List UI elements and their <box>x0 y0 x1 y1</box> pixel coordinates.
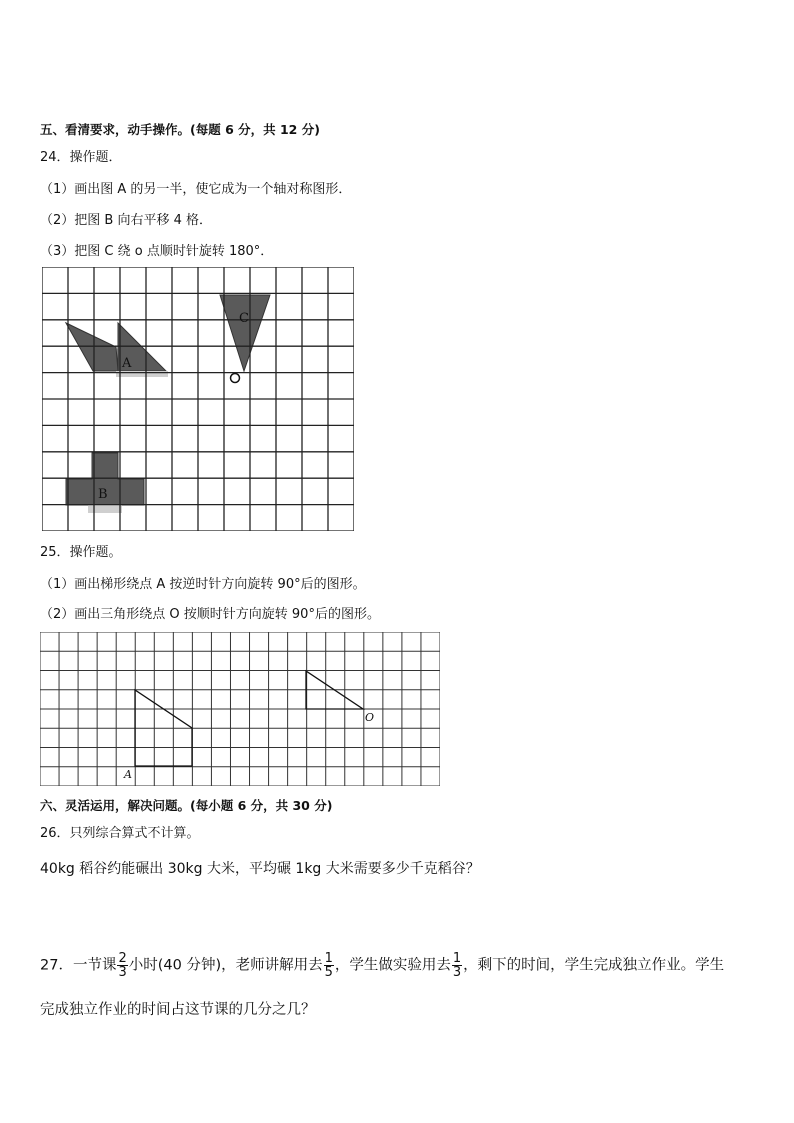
q24-item-2: （2）把图 B 向右平移 4 格． <box>40 213 212 228</box>
q25-item-2: （2）画出三角形绕点 O 按顺时针方向旋转 90°后的图形。 <box>40 607 380 622</box>
fraction-two-thirds: $\frac{2}{3}$ <box>118 951 127 980</box>
q27-part-3: ，学生做实验用去 <box>334 957 451 974</box>
q24-item-1: （1）画出图 A 的另一半，使它成为一个轴对称图形． <box>40 182 352 197</box>
q25-grid <box>40 632 440 786</box>
q25-title: 25．操作题。 <box>40 545 122 560</box>
q27-line-2: 完成独立作业的时间占这节课的几分之几？ <box>40 1002 316 1018</box>
q27-part-1: 27．一节课 <box>40 957 117 974</box>
q24-grid <box>42 267 354 531</box>
label-point-a: A <box>124 768 132 781</box>
q27-part-2: 小时(40 分钟)，老师讲解用去 <box>128 957 323 974</box>
label-point-o: O <box>365 711 375 724</box>
q24-item-3: （3）把图 C 绕 o 点顺时针旋转 180°． <box>40 244 274 259</box>
section5-heading: 五、看清要求，动手操作。(每题 6 分，共 12 分) <box>40 122 320 137</box>
point-o <box>231 374 240 383</box>
fraction-one-third: $\frac{1}{3}$ <box>452 951 462 980</box>
q25-item-1: （1）画出梯形绕点 A 按逆时针方向旋转 90°后的图形。 <box>40 577 366 592</box>
section6-heading: 六、灵活运用，解决问题。(每小题 6 分，共 30 分) <box>40 798 333 813</box>
q27-part-4: ，剩下的时间，学生完成独立作业。学生 <box>463 957 725 974</box>
label-b: B <box>98 487 108 502</box>
label-a: A <box>122 356 132 371</box>
q24-title: 24．操作题． <box>40 150 122 165</box>
q26-text: 40kg 稻谷约能碾出 30kg 大米，平均碾 1kg 大米需要多少千克稻谷？ <box>40 861 480 877</box>
q26-title: 26．只列综合算式不计算。 <box>40 826 200 841</box>
q27-line-1 <box>40 952 724 979</box>
fraction-one-fifth: $\frac{1}{5}$ <box>324 951 333 980</box>
label-c: C <box>239 311 249 326</box>
